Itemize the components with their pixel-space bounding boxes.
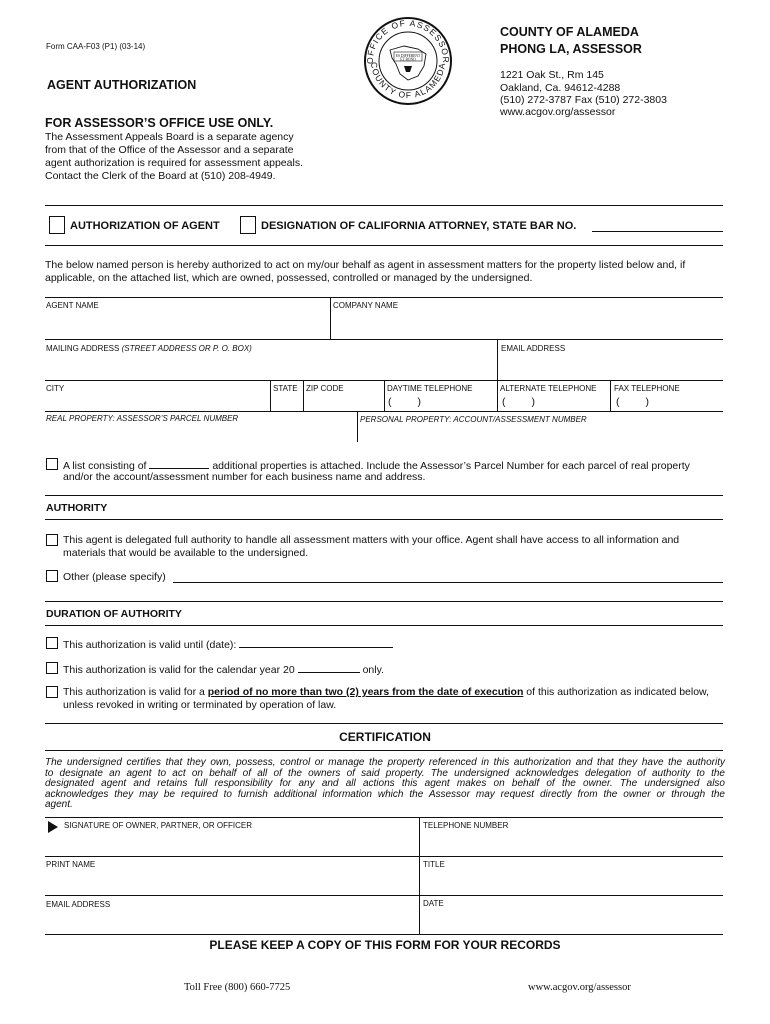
notice-line-1: The Assessment Appeals Board is a separate agency xyxy=(45,131,294,143)
divider xyxy=(45,495,723,496)
telephone-label: TELEPHONE NUMBER xyxy=(423,821,509,830)
date-field[interactable] xyxy=(423,910,721,933)
intro-line-1: The below named person is hereby authorized to act on my/our behalf as agent in assessment matters for the property listed below and, if xyxy=(45,259,686,271)
divider xyxy=(45,601,723,602)
office-address-1: 1221 Oak St., Rm 145 xyxy=(500,69,604,81)
mailing-address-label: MAILING ADDRESS (STREET ADDRESS OR P. O. BOX) xyxy=(46,344,252,353)
grid-line xyxy=(270,380,271,411)
attorney-designation-label: DESIGNATION OF CALIFORNIA ATTORNEY, STATE BAR NO. xyxy=(261,220,577,232)
valid-until-checkbox[interactable] xyxy=(46,637,58,649)
form-title: AGENT AUTHORIZATION xyxy=(47,78,197,92)
personal-property-field[interactable] xyxy=(360,427,721,441)
calendar-year-text: This authorization is valid for the calendar year 20 only. xyxy=(63,664,384,676)
other-authority-label: Other (please specify) xyxy=(63,571,166,583)
notice-line-2: from that of the Office of the Assessor and a separate xyxy=(45,144,294,156)
alternate-phone-label: ALTERNATE TELEPHONE xyxy=(500,384,597,393)
notice-line-4: Contact the Clerk of the Board at (510) 208-4949. xyxy=(45,170,276,182)
grid-line xyxy=(45,297,723,298)
real-property-label: REAL PROPERTY: ASSESSOR’S PARCEL NUMBER xyxy=(46,414,239,423)
calendar-year-checkbox[interactable] xyxy=(46,662,58,674)
two-year-line-2: unless revoked in writing or terminated by operation of law. xyxy=(63,699,337,711)
certification-heading: CERTIFICATION xyxy=(339,730,431,744)
grid-line xyxy=(357,411,723,412)
company-name-label: COMPANY NAME xyxy=(333,301,399,310)
grid-line xyxy=(419,817,420,934)
grid-line xyxy=(45,895,723,896)
two-year-checkbox[interactable] xyxy=(46,686,58,698)
attached-list-line-2: and/or the account/assessment number for each business name and address. xyxy=(63,471,426,483)
divider xyxy=(45,625,723,626)
grid-line xyxy=(610,380,611,411)
telephone-field[interactable] xyxy=(423,832,721,856)
grid-line xyxy=(303,380,304,411)
grid-line xyxy=(45,934,723,935)
other-authority-checkbox[interactable] xyxy=(46,570,58,582)
company-name-field[interactable] xyxy=(333,312,721,338)
state-label: STATE xyxy=(273,384,298,393)
owner-email-field[interactable] xyxy=(46,911,417,933)
certification-text: The undersigned certifies that they own, possess, control or manage the property referenced in this authorization and that they have the authority to designate an agent to act on behalf of all of the owners of said property. The undersigned acknowledges delegation of authority to the designated agent and retains full responsibility for any and all actions this agent makes on behalf of the owner. The undersigned also acknowledges they may be required to furnish additional information which the Assessor may request directly from the owner or through the agent. xyxy=(45,757,725,810)
grid-line xyxy=(45,817,723,818)
assessor-name: PHONG LA, ASSESSOR xyxy=(500,42,642,56)
footer-website: www.acgov.org/assessor xyxy=(528,982,631,993)
authority-heading: AUTHORITY xyxy=(46,502,108,514)
county-name: COUNTY OF ALAMEDA xyxy=(500,25,639,39)
intro-line-2: applicable, on the attached list, which are owned, possessed, controlled or managed by the undersigned. xyxy=(45,272,533,284)
notice-line-3: agent authorization is required for assessment appeals. xyxy=(45,157,303,169)
grid-line xyxy=(384,380,385,411)
attached-list-text: A list consisting of additional properties is attached. Include the Assessor’s Parcel Number for each parcel of real property xyxy=(63,460,690,472)
print-name-label: PRINT NAME xyxy=(46,860,96,869)
print-name-field[interactable] xyxy=(46,871,417,895)
toll-free-number: Toll Free (800) 660-7725 xyxy=(184,982,291,993)
grid-line xyxy=(330,297,331,339)
fax-phone-label: FAX TELEPHONE xyxy=(614,384,680,393)
title-field[interactable] xyxy=(423,871,721,895)
attorney-designation-checkbox[interactable] xyxy=(240,216,256,234)
grid-line xyxy=(497,380,498,411)
divider xyxy=(45,245,723,246)
full-authority-line-1: This agent is delegated full authority to handle all assessment matters with your office. Agent shall have access to all information and xyxy=(63,534,680,546)
grid-line xyxy=(497,339,498,380)
seal-bottom-text: COUNTY OF ALAMEDA xyxy=(368,61,448,101)
calendar-year-field[interactable] xyxy=(298,662,360,673)
other-authority-field[interactable] xyxy=(173,582,723,583)
grid-line xyxy=(45,856,723,857)
alternate-phone-field[interactable]: ( ) xyxy=(502,396,535,408)
office-website: www.acgov.org/assessor xyxy=(500,106,616,118)
office-address-2: Oakland, Ca. 94612-4288 xyxy=(500,82,621,94)
divider xyxy=(45,750,723,751)
seal-motto-1: ES DIFFERENT xyxy=(395,54,421,58)
seal-motto-2: ET BONO xyxy=(400,57,416,62)
agent-name-field[interactable] xyxy=(46,312,328,338)
duration-heading: DURATION OF AUTHORITY xyxy=(46,608,182,620)
grid-line xyxy=(45,339,723,340)
form-id: Form CAA-F03 (P1) (03-14) xyxy=(46,42,146,51)
fax-phone-field[interactable]: ( ) xyxy=(616,396,649,408)
city-label: CITY xyxy=(46,384,65,393)
additional-count-field[interactable] xyxy=(149,458,209,469)
daytime-phone-field[interactable]: ( ) xyxy=(388,396,421,408)
date-label: DATE xyxy=(423,899,444,908)
full-authority-line-2: materials that would be available to the undersigned. xyxy=(63,547,309,559)
zip-field[interactable] xyxy=(306,394,382,410)
mailing-address-field[interactable] xyxy=(46,355,494,379)
signature-field[interactable] xyxy=(46,834,417,856)
notice-heading: FOR ASSESSOR’S OFFICE USE ONLY. xyxy=(45,116,274,130)
state-field[interactable] xyxy=(273,394,301,410)
city-field[interactable] xyxy=(46,394,268,410)
signature-label: SIGNATURE OF OWNER, PARTNER, OR OFFICER xyxy=(64,821,253,830)
divider xyxy=(45,205,723,206)
email-address-field[interactable] xyxy=(501,355,721,379)
authorization-of-agent-label: AUTHORIZATION OF AGENT xyxy=(70,220,220,232)
divider xyxy=(45,723,723,724)
grid-line xyxy=(357,411,358,442)
divider xyxy=(45,519,723,520)
seal-top-text: OFFICE OF ASSESSOR xyxy=(364,17,452,65)
valid-until-text: This authorization is valid until (date): xyxy=(63,637,393,652)
state-bar-number-field[interactable] xyxy=(592,231,723,232)
authorization-of-agent-checkbox[interactable] xyxy=(49,216,65,234)
owner-email-label: EMAIL ADDRESS xyxy=(46,900,111,909)
two-year-text: This authorization is valid for a period of no more than two (2) years from the date of execution of this authorization as indicated below, xyxy=(63,686,709,698)
real-property-field[interactable] xyxy=(46,426,354,442)
valid-until-date-field[interactable] xyxy=(239,637,393,648)
title-label: TITLE xyxy=(423,860,445,869)
county-seal xyxy=(360,16,456,106)
zip-label: ZIP CODE xyxy=(306,384,344,393)
email-address-label: EMAIL ADDRESS xyxy=(501,344,566,353)
daytime-phone-label: DAYTIME TELEPHONE xyxy=(387,384,473,393)
keep-copy-notice: PLEASE KEEP A COPY OF THIS FORM FOR YOUR RECORDS xyxy=(209,938,561,952)
personal-property-label: PERSONAL PROPERTY: ACCOUNT/ASSESSMENT NUMBER xyxy=(360,415,587,424)
full-authority-checkbox[interactable] xyxy=(46,534,58,546)
agent-name-label: AGENT NAME xyxy=(46,301,99,310)
attached-list-checkbox[interactable] xyxy=(46,458,58,470)
office-phone: (510) 272-3787 Fax (510) 272-3803 xyxy=(500,94,667,106)
